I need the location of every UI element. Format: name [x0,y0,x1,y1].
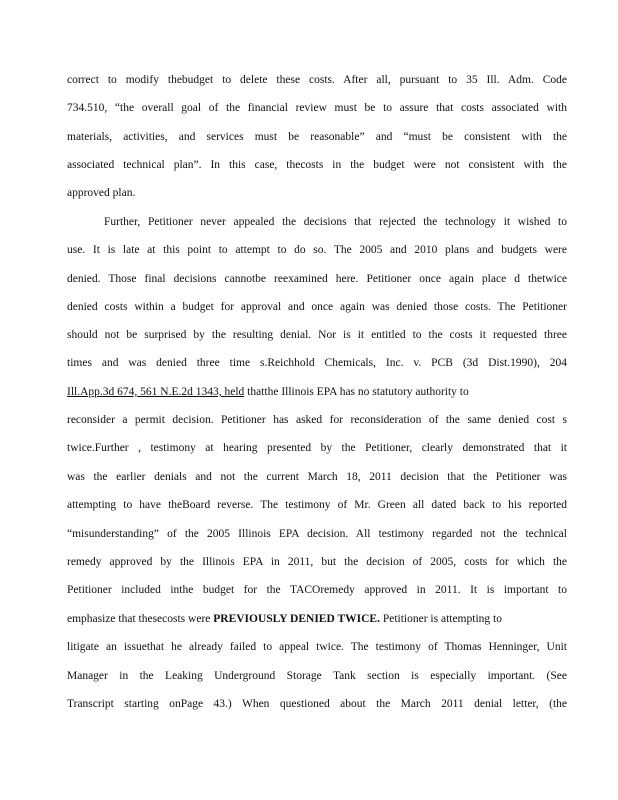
text-line-20 [67,612,567,626]
text-line-20-end: Petitioner is attempting to [379,613,502,625]
emphasis-previously-denied: PREVIOUSLY DENIED TWICE. [213,613,380,625]
case-citation: Ill.App.3d 674, 561 N.E.2d 1343, held [67,386,245,398]
text-line-8: denied. Those final decisions cannotbe reexamined here. Petitioner once again place d thetwice [67,273,567,285]
text-line-20-start: emphasize that thesecosts were [67,613,214,625]
text-line-12 [67,385,567,399]
text-line-7: use. It is late at this point to attempt to do so. The 2005 and 2010 plans and budgets were [67,244,567,256]
text-line-19: Petitioner included inthe budget for the TACOremedy approved in 2011. It is important to [67,584,567,596]
text-line-2: 734.510, “the overall goal of the financial review must be to assure that costs associated with [67,102,567,114]
text-line-9: denied costs within a budget for approval and once again was denied those costs. The Petitioner [67,301,567,313]
text-line-11: times and was denied three time s.Reichhold Chemicals, Inc. v. PCB (3d Dist.1990), 204 [67,357,567,369]
text-line-23: Transcript starting onPage 43.) When questioned about the March 2011 denial letter, (the [67,698,567,710]
text-line-5: approved plan. [67,187,136,199]
text-line-22: Manager in the Leaking Underground Storage Tank section is especially important. (See [67,670,567,682]
text-line-14: twice.Further , testimony at hearing presented by the Petitioner, clearly demonstrated that it [67,442,567,454]
text-line-13: reconsider a permit decision. Petitioner has asked for reconsideration of the same denied cost s [67,414,567,426]
text-line-10: should not be surprised by the resulting denial. Nor is it entitled to the costs it requested three [67,329,567,341]
text-line-4: associated technical plan”. In this case, thecosts in the budget were not consistent with the [67,159,567,171]
text-line-12-rest: thatthe Illinois EPA has no statutory authority to [244,386,469,398]
text-line-16: attempting to have theBoard reverse. The testimony of Mr. Green all dated back to his reported [67,499,567,511]
text-line-17: “misunderstanding” of the 2005 Illinois EPA decision. All testimony regarded not the technical [67,528,567,540]
text-line-21: litigate an issuethat he already failed to appeal twice. The testimony of Thomas Henninger, Unit [67,641,567,653]
paragraph-2-line-1: Further, Petitioner never appealed the decisions that rejected the technology it wished to [104,216,567,228]
text-line-3: materials, activities, and services must be reasonable” and “must be consistent with the [67,131,567,143]
text-line-15: was the earlier denials and not the current March 18, 2011 decision that the Petitioner was [67,471,567,483]
text-line-18: remedy approved by the Illinois EPA in 2011, but the decision of 2005, costs for which the [67,556,567,568]
text-line-1: correct to modify thebudget to delete these costs. After all, pursuant to 35 Ill. Adm. Code [67,74,567,86]
